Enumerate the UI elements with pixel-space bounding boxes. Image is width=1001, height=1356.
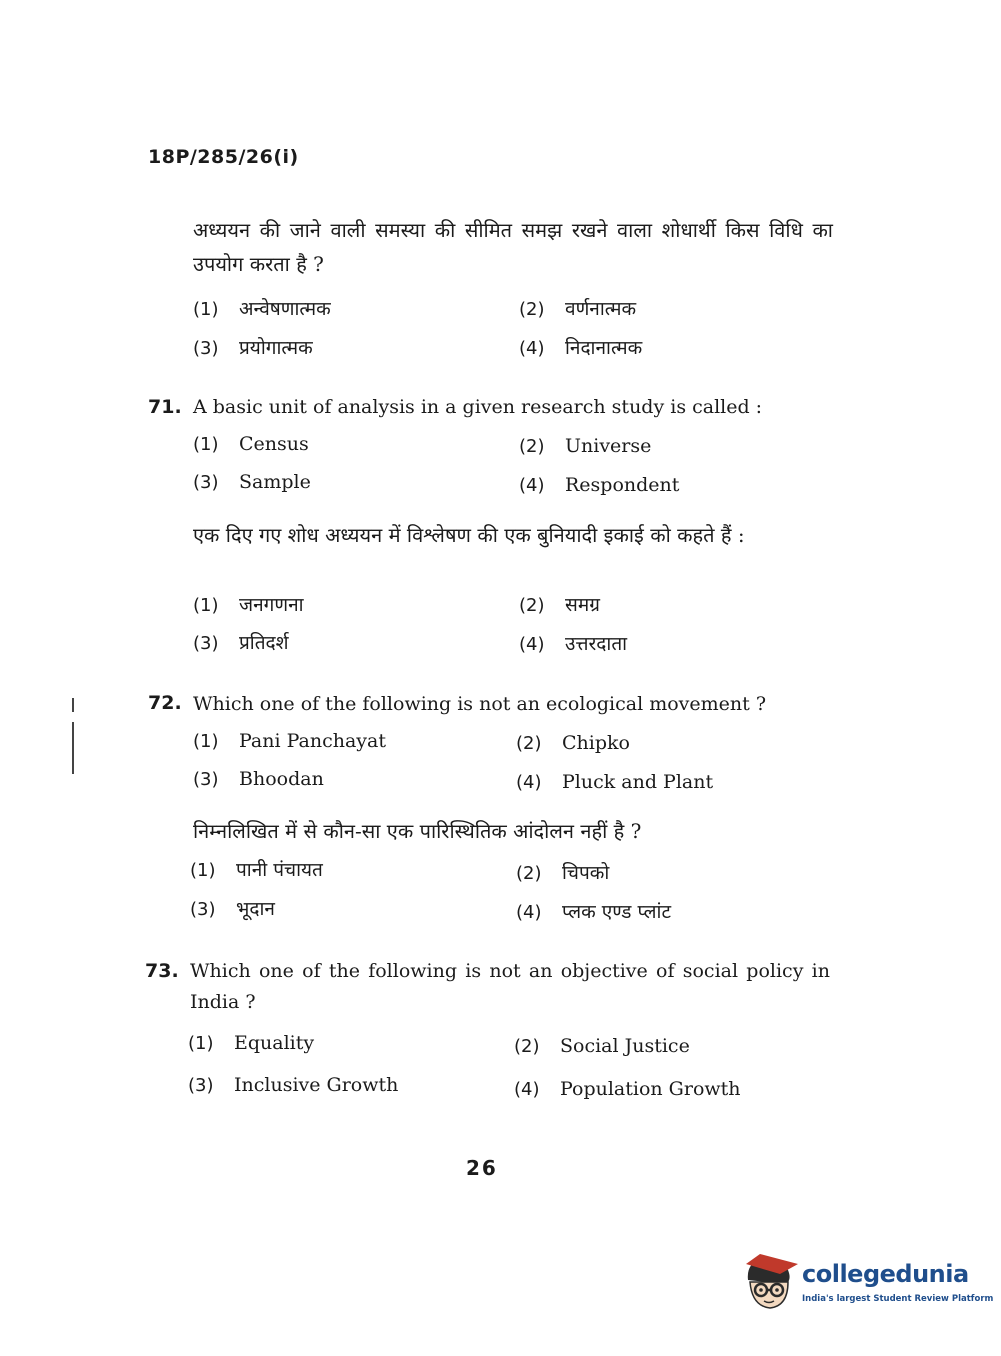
q72-hindi-option-4 xyxy=(516,898,671,924)
q70-hindi-option-4 xyxy=(519,334,642,360)
option-number: (1) xyxy=(190,860,216,881)
option-text: अन्वेषणात्मक xyxy=(239,298,331,320)
q70-hindi-option-3 xyxy=(193,334,313,360)
option-number: (1) xyxy=(193,299,219,320)
option-number: (4) xyxy=(519,338,545,359)
option-text: Inclusive Growth xyxy=(234,1074,399,1096)
q72-hindi-stem: निम्नलिखित में से कौन-सा एक पारिस्थितिक आंदोलन नहीं है ? xyxy=(193,819,642,843)
option-text: Population Growth xyxy=(560,1078,741,1100)
option-number: (3) xyxy=(188,1075,214,1096)
option-text: चिपको xyxy=(562,862,610,884)
option-number: (3) xyxy=(193,769,219,790)
q73-option-3 xyxy=(188,1074,398,1096)
q72-option-1 xyxy=(193,730,386,752)
option-text: भूदान xyxy=(236,898,275,920)
margin-mark xyxy=(72,722,74,774)
q73-text: Which one of the following is not an objective of social policy in India ? xyxy=(190,960,830,1013)
option-number: (1) xyxy=(193,595,219,616)
option-text: Equality xyxy=(234,1032,315,1054)
option-text: Sample xyxy=(239,471,311,493)
q72-hindi-option-2 xyxy=(516,859,609,885)
brand-tagline: India's largest Student Review Platform xyxy=(802,1294,994,1304)
q73-option-2 xyxy=(514,1035,690,1057)
q72-option-2 xyxy=(516,732,630,754)
option-number: (2) xyxy=(519,595,545,616)
q71-option-4 xyxy=(519,474,679,496)
option-number: (3) xyxy=(193,633,219,654)
q70-hindi-option-2 xyxy=(519,295,636,321)
q72-hindi-option-1 xyxy=(190,856,323,882)
option-text: समग्र xyxy=(565,594,600,616)
option-text: Pluck and Plant xyxy=(562,771,714,793)
margin-mark xyxy=(72,698,74,712)
q71-hindi-stem: एक दिए गए शोध अध्ययन में विश्लेषण की एक बुनियादी इकाई को कहते हैं : xyxy=(193,523,745,547)
q71-option-3 xyxy=(193,471,311,493)
q73-option-1 xyxy=(188,1032,314,1054)
option-number: (4) xyxy=(516,902,542,923)
page-code: 18P/285/26(i) xyxy=(148,146,299,168)
option-number: (4) xyxy=(514,1079,540,1100)
q71-hindi-option-2 xyxy=(519,591,600,617)
option-text: प्लक एण्ड प्लांट xyxy=(562,901,672,923)
option-text: Chipko xyxy=(562,732,630,754)
page-number: 26 xyxy=(466,1156,498,1180)
q71-hindi-option-1 xyxy=(193,591,304,617)
q70-hindi-stem: अध्ययन की जाने वाली समस्या की सीमित समझ रखने वाला शोधार्थी किस विधि का उपयोग करता है ? xyxy=(193,218,833,276)
option-text: Pani Panchayat xyxy=(239,730,387,752)
mascot-icon xyxy=(742,1250,800,1312)
option-number: (2) xyxy=(519,299,545,320)
option-text: जनगणना xyxy=(239,594,304,616)
q72-option-4 xyxy=(516,771,713,793)
q73-option-4 xyxy=(514,1078,741,1100)
option-number: (4) xyxy=(519,475,545,496)
q72-hindi-option-3 xyxy=(190,895,275,921)
option-text: Universe xyxy=(565,435,652,457)
option-number: (1) xyxy=(188,1033,214,1054)
option-number: (1) xyxy=(193,434,219,455)
option-text: प्रतिदर्श xyxy=(239,632,289,654)
option-number: (2) xyxy=(514,1036,540,1057)
q71-option-2 xyxy=(519,435,651,457)
option-number: (1) xyxy=(193,731,219,752)
q73-number: 73. xyxy=(145,960,179,982)
option-text: प्रयोगात्मक xyxy=(239,337,313,359)
option-number: (2) xyxy=(516,863,542,884)
q72-number: 72. xyxy=(148,692,182,714)
option-text: Bhoodan xyxy=(239,768,324,790)
option-text: पानी पंचायत xyxy=(236,859,323,881)
q70-hindi-option-1 xyxy=(193,295,331,321)
q71-option-1 xyxy=(193,433,309,455)
option-number: (4) xyxy=(519,634,545,655)
option-text: Census xyxy=(239,433,309,455)
option-text: उत्तरदाता xyxy=(565,633,628,655)
option-number: (3) xyxy=(193,472,219,493)
q72-option-3 xyxy=(193,768,324,790)
q71-text: A basic unit of analysis in a given research study is called : xyxy=(193,396,763,418)
option-text: निदानात्मक xyxy=(565,337,643,359)
option-text: वर्णनात्मक xyxy=(565,298,637,320)
brand-name: collegedunia xyxy=(802,1260,969,1288)
q72-text: Which one of the following is not an ecological movement ? xyxy=(193,693,767,715)
option-text: Social Justice xyxy=(560,1035,690,1057)
watermark-logo xyxy=(742,1250,994,1320)
q71-number: 71. xyxy=(148,396,182,418)
option-text: Respondent xyxy=(565,474,680,496)
option-number: (2) xyxy=(519,436,545,457)
option-number: (3) xyxy=(193,338,219,359)
option-number: (3) xyxy=(190,899,216,920)
option-number: (2) xyxy=(516,733,542,754)
q71-hindi-option-3 xyxy=(193,629,289,655)
option-number: (4) xyxy=(516,772,542,793)
q71-hindi-option-4 xyxy=(519,630,627,656)
